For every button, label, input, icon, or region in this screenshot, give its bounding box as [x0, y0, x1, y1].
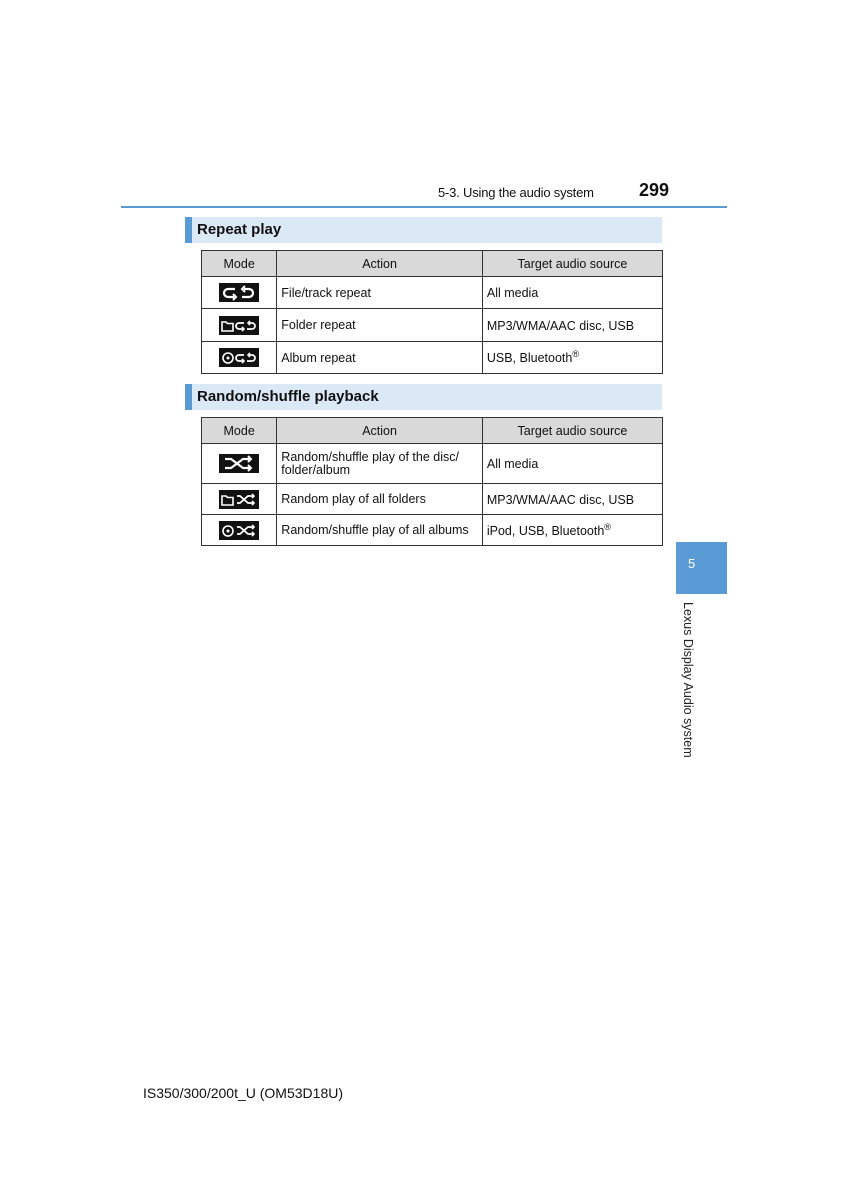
- target-cell: [482, 342, 662, 374]
- folder-shuffle-icon: [219, 490, 259, 509]
- mode-cell: [202, 277, 277, 309]
- table-row: [202, 484, 663, 515]
- action-cell: Random/shuffle play of all albums: [277, 515, 483, 546]
- target-cell: [482, 515, 662, 546]
- table-row: [202, 309, 663, 342]
- section-heading-repeat: [185, 217, 662, 243]
- target-text: All media: [486, 457, 539, 472]
- mode-cell: [202, 484, 277, 515]
- registered-mark: ®: [572, 349, 579, 360]
- target-cell: [482, 444, 662, 484]
- registered-mark: ®: [604, 521, 611, 532]
- mode-cell: [202, 515, 277, 546]
- target-text: MP3/WMA/AAC disc, USB: [486, 319, 635, 334]
- column-header-target: Target audio source: [482, 251, 662, 277]
- table-header-row: [202, 418, 663, 444]
- album-repeat-icon: [219, 348, 259, 367]
- header-rule: [121, 206, 727, 208]
- page-number: 299: [639, 180, 670, 200]
- random-table: [201, 417, 663, 546]
- folder-repeat-icon: [219, 316, 259, 335]
- chapter-number: 5: [688, 556, 696, 571]
- table-row: [202, 444, 663, 484]
- chapter-side-label: Lexus Display Audio system: [681, 602, 695, 758]
- action-cell: File/track repeat: [277, 277, 483, 309]
- target-text: iPod, USB, Bluetooth: [486, 524, 605, 539]
- section-title-repeat: Repeat play: [197, 221, 282, 238]
- table-row: [202, 277, 663, 309]
- header-section-title: 5-3. Using the audio system: [438, 185, 594, 200]
- column-header-target: Target audio source: [482, 418, 662, 444]
- table-row: [202, 342, 663, 374]
- column-header-action: Action: [277, 251, 483, 277]
- album-shuffle-icon: [219, 521, 259, 540]
- footer-model-code: IS350/300/200t_U (OM53D18U): [143, 1085, 343, 1101]
- repeat-table: [201, 250, 663, 374]
- column-header-action: Action: [277, 418, 483, 444]
- repeat-track-icon: [219, 283, 259, 302]
- action-cell: Random/shuffle play of the disc/ folder/album: [277, 444, 483, 484]
- target-cell: [482, 484, 662, 515]
- mode-cell: [202, 342, 277, 374]
- section-heading-random: [185, 384, 662, 410]
- mode-cell: [202, 309, 277, 342]
- section-title-random: Random/shuffle playback: [197, 388, 379, 405]
- column-header-mode: Mode: [202, 418, 277, 444]
- column-header-mode: Mode: [202, 251, 277, 277]
- action-cell: Album repeat: [277, 342, 483, 374]
- action-cell: Folder repeat: [277, 309, 483, 342]
- target-cell: [482, 309, 662, 342]
- target-text: All media: [486, 286, 539, 301]
- shuffle-icon: [219, 454, 259, 473]
- mode-cell: [202, 444, 277, 484]
- table-header-row: [202, 251, 663, 277]
- action-cell: Random play of all folders: [277, 484, 483, 515]
- target-cell: [482, 277, 662, 309]
- chapter-tab: [676, 542, 727, 594]
- target-text: MP3/WMA/AAC disc, USB: [486, 493, 635, 508]
- table-row: [202, 515, 663, 546]
- target-text: USB, Bluetooth: [486, 351, 573, 366]
